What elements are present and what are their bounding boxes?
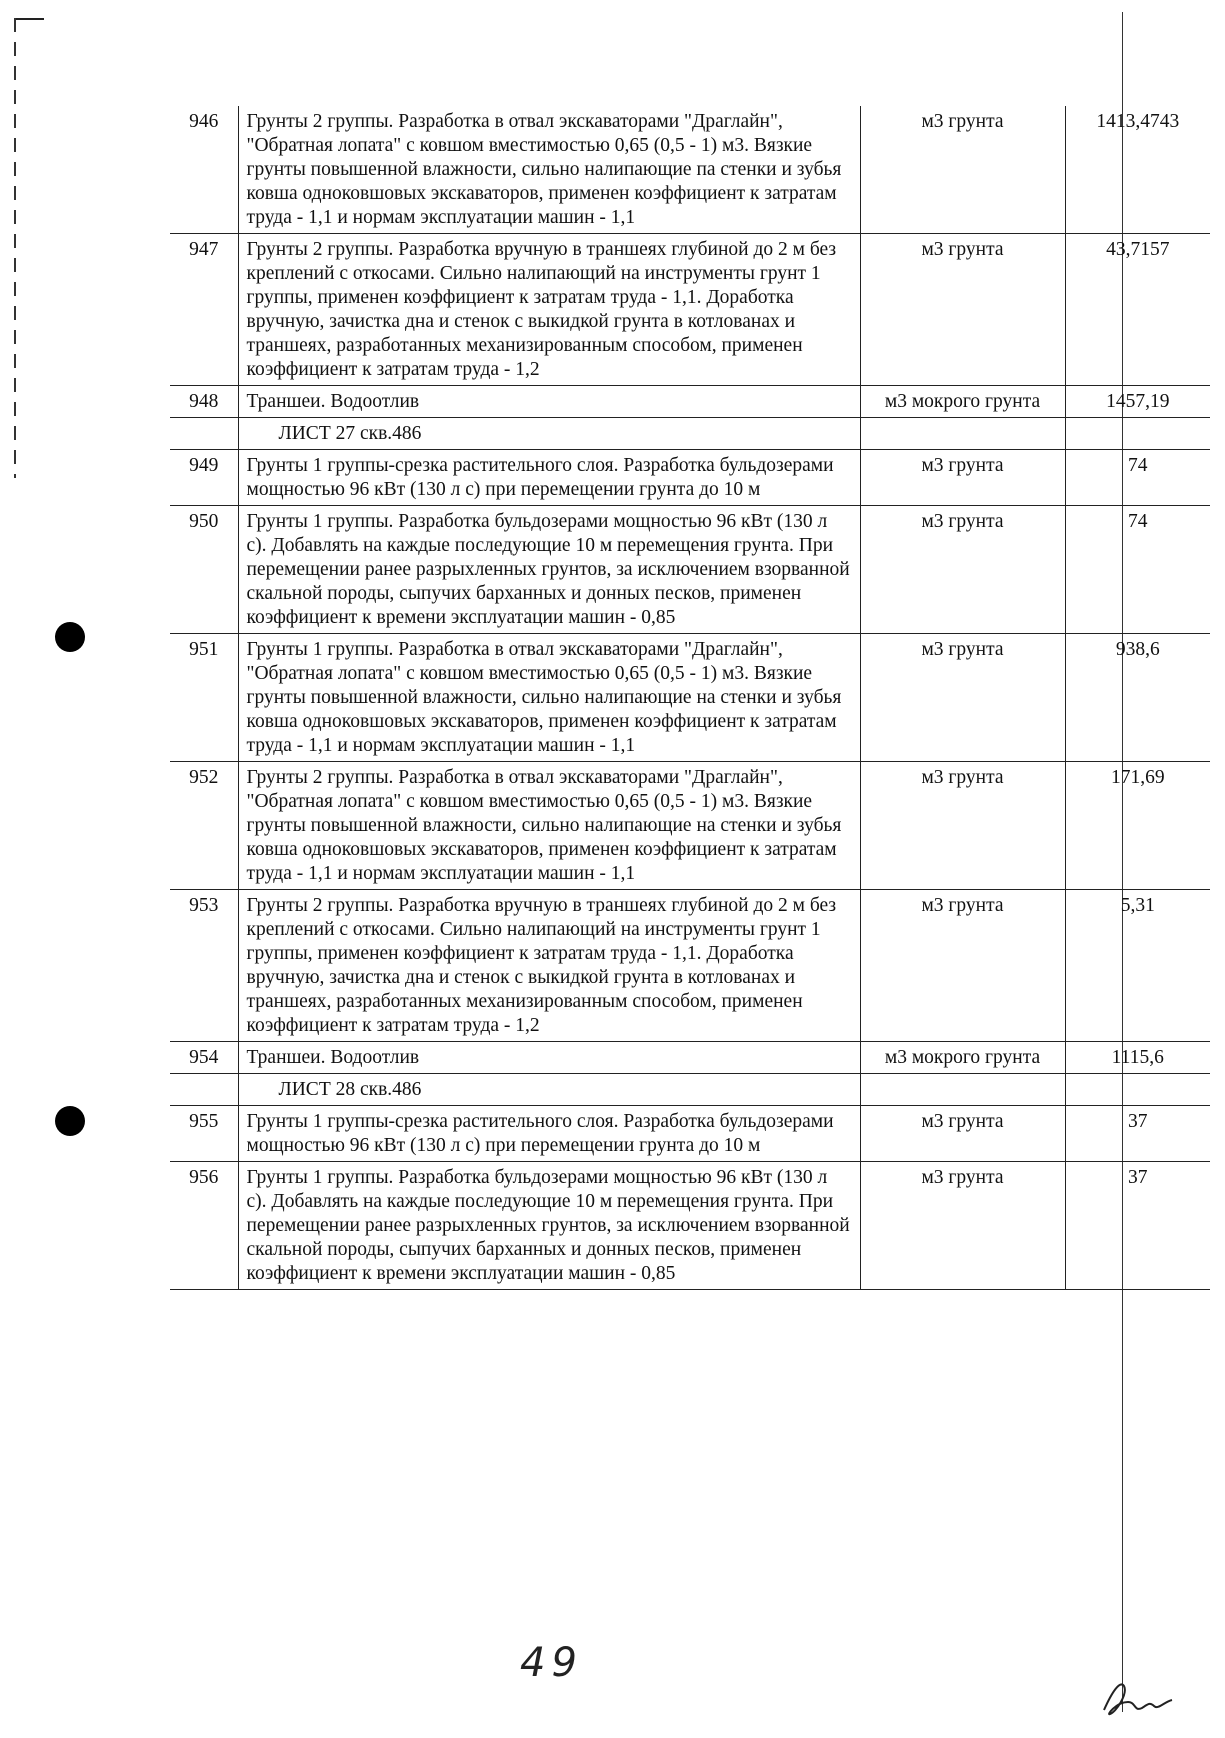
row-description: ЛИСТ 27 скв.486 [238, 418, 860, 450]
row-quantity: 1457,19 [1106, 391, 1170, 412]
row-description: Грунты 1 группы-срезка растительного слоя. Разработка бульдозерами мощностью 96 кВт (130 л с) при перемещении грунта до 10 м [238, 450, 860, 506]
table-row [170, 634, 1210, 762]
sheet-header-row [170, 418, 1210, 450]
row-unit: м3 мокрого грунта [860, 1042, 1065, 1074]
punch-hole [55, 622, 85, 652]
row-number: 946 [170, 106, 238, 234]
row-description: Грунты 2 группы. Разработка в отвал экскаваторами "Драглайн", "Обратная лопата" с ковшом вместимостью 0,65 (0,5 - 1) м3. Вязкие грунты повышенной влажности, сильно налипающие на стенки и зубья ковша одноковшовых экскаваторов, применен коэффициент к затратам труда - 1,1 и нормам эксплуатации машин - 1,1 [238, 762, 860, 890]
table-row [170, 450, 1210, 506]
row-unit: м3 мокрого грунта [860, 386, 1065, 418]
row-description: Грунты 2 группы. Разработка вручную в траншеях глубиной до 2 м без креплений с откосами. Сильно налипающий на инструменты грунт 1 группы, применен коэффициент к затратам труда - 1,1. Доработка вручную, зачистка дна и стенок с выкидкой грунта в котлованах и траншеях, разработанных механизированным способом, применен коэффициент к затратам труда - 1,2 [238, 890, 860, 1042]
table-row [170, 386, 1210, 418]
row-number: 956 [170, 1162, 238, 1290]
row-quantity: 37 [1128, 1111, 1148, 1132]
row-description: Траншеи. Водоотлив [238, 1042, 860, 1074]
row-number: 947 [170, 234, 238, 386]
sheet-header-row [170, 1074, 1210, 1106]
row-number: 948 [170, 386, 238, 418]
row-number: 952 [170, 762, 238, 890]
punch-hole [55, 1106, 85, 1136]
row-unit: м3 грунта [860, 762, 1065, 890]
row-unit: м3 грунта [860, 450, 1065, 506]
row-number: 949 [170, 450, 238, 506]
table-body [170, 106, 1210, 1290]
row-unit: м3 грунта [860, 506, 1065, 634]
row-description: Грунты 1 группы. Разработка бульдозерами мощностью 96 кВт (130 л с). Добавлять на каждые последующие 10 м перемещения грунта. При перемещении ранее разрыхленных грунтов, за исключением взорванной скальной породы, сыпучих барханных и донных песков, применен коэффициент к времени эксплуатации машин - 0,85 [238, 506, 860, 634]
binding-margin-line [14, 18, 16, 478]
table-row [170, 1042, 1210, 1074]
row-quantity: 43,7157 [1106, 239, 1170, 260]
row-unit: м3 грунта [860, 234, 1065, 386]
row-unit [860, 418, 1065, 450]
row-description: Грунты 1 группы. Разработка бульдозерами мощностью 96 кВт (130 л с). Добавлять на каждые последующие 10 м перемещения грунта. При перемещении ранее разрыхленных грунтов, за исключением взорванной скальной породы, сыпучих барханных и донных песков, применен коэффициент к времени эксплуатации машин - 0,85 [238, 1162, 860, 1290]
row-unit [860, 1074, 1065, 1106]
row-quantity: 171,69 [1110, 767, 1165, 788]
row-unit: м3 грунта [860, 106, 1065, 234]
table-row [170, 234, 1210, 386]
row-quantity: 74 [1128, 455, 1148, 476]
row-quantity [1065, 1074, 1210, 1106]
row-number [170, 418, 238, 450]
row-unit: м3 грунта [860, 1106, 1065, 1162]
row-description: Грунты 1 группы. Разработка в отвал экскаваторами "Драглайн", "Обратная лопата" с ковшом вместимостью 0,65 (0,5 - 1) м3. Вязкие грунты повышенной влажности, сильно налипающие на стенки и зубья ковша одноковшовых экскаваторов, применен коэффициент к затратам труда - 1,1 и нормам эксплуатации машин - 1,1 [238, 634, 860, 762]
row-description: Траншеи. Водоотлив [238, 386, 860, 418]
table-row [170, 1106, 1210, 1162]
table-row [170, 506, 1210, 634]
margin-corner-mark [14, 18, 44, 20]
row-description: Грунты 2 группы. Разработка вручную в траншеях глубиной до 2 м без креплений с откосами. Сильно налипающий на инструменты грунт 1 группы, применен коэффициент к затратам труда - 1,1. Доработка вручную, зачистка дна и стенок с выкидкой грунта в котлованах и траншеях, разработанных механизированным способом, применен коэффициент к затратам труда - 1,2 [238, 234, 860, 386]
row-unit: м3 грунта [860, 634, 1065, 762]
row-number: 954 [170, 1042, 238, 1074]
table-row [170, 106, 1210, 234]
row-quantity [1065, 418, 1210, 450]
page-number: 49 [520, 1640, 583, 1686]
row-quantity: 5,31 [1120, 895, 1155, 916]
row-quantity: 37 [1128, 1167, 1148, 1188]
row-quantity: 938,6 [1115, 639, 1160, 660]
row-number [170, 1074, 238, 1106]
row-number: 950 [170, 506, 238, 634]
row-number: 953 [170, 890, 238, 1042]
table-row [170, 890, 1210, 1042]
row-unit: м3 грунта [860, 890, 1065, 1042]
row-number: 955 [170, 1106, 238, 1162]
row-number: 951 [170, 634, 238, 762]
row-description: ЛИСТ 28 скв.486 [238, 1074, 860, 1106]
row-quantity: 1413,4743 [1096, 111, 1180, 132]
table-row [170, 762, 1210, 890]
signature-mark [1098, 1672, 1178, 1722]
row-description: Грунты 2 группы. Разработка в отвал экскаваторами "Драглайн", "Обратная лопата" с ковшом вместимостью 0,65 (0,5 - 1) м3. Вязкие грунты повышенной влажности, сильно налипающие па стенки и зубья ковша одноковшовых экскаваторов, применен коэффициент к затратам труда - 1,1 и нормам эксплуатации машин - 1,1 [238, 106, 860, 234]
table-row [170, 1162, 1210, 1290]
row-description: Грунты 1 группы-срезка растительного слоя. Разработка бульдозерами мощностью 96 кВт (130 л с) при перемещении грунта до 10 м [238, 1106, 860, 1162]
row-quantity: 74 [1128, 511, 1148, 532]
row-quantity: 1115,6 [1111, 1047, 1164, 1068]
row-unit: м3 грунта [860, 1162, 1065, 1290]
estimate-table [170, 106, 1210, 1290]
